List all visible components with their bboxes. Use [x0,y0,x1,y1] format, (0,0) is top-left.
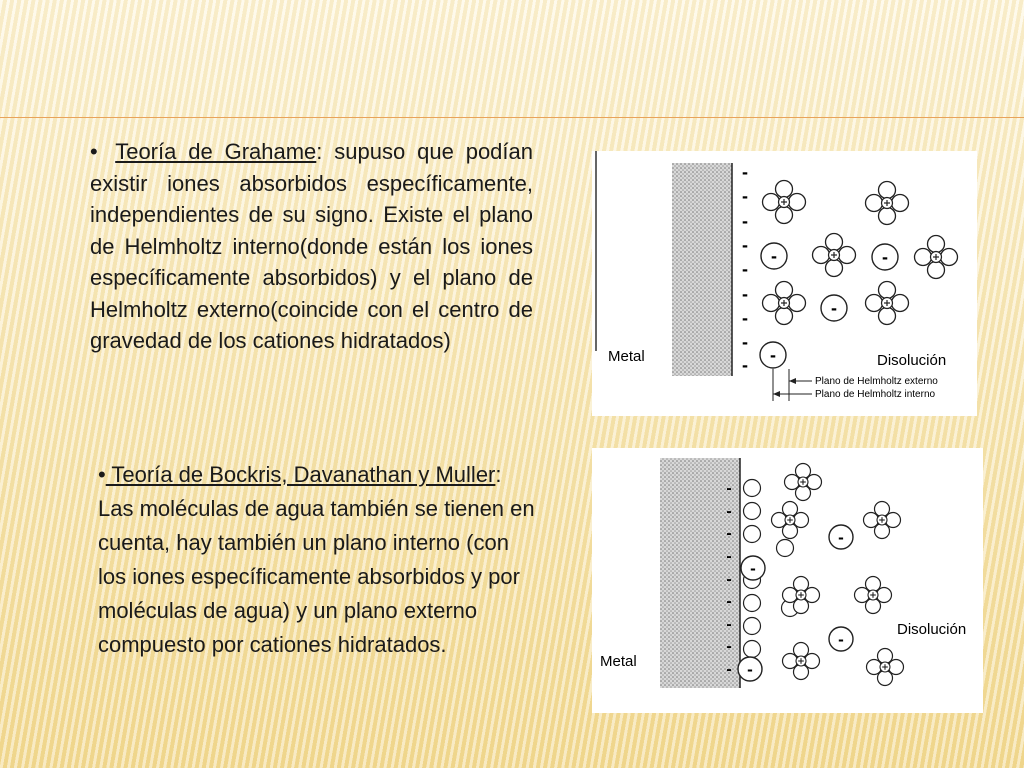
water-molecule [744,503,761,520]
surface-charge: - [726,548,732,565]
anion-sign: - [838,528,844,547]
metal-electrode [672,163,732,376]
metal-label: Metal [600,653,637,670]
surface-charge: - [726,661,732,678]
bockris-diagram [592,448,983,713]
surface-charge: - [726,503,732,520]
anion-sign: - [770,345,776,365]
surface-charges [742,162,748,375]
hydrated-cation [785,464,822,501]
hydrated-cation [813,234,856,277]
surface-charge: - [742,235,748,255]
water-molecule [744,526,761,543]
hydrated-cation [866,282,909,325]
solution-label: Disolución [877,352,947,369]
anion-sign: - [838,630,844,649]
anion-sign: - [771,246,777,266]
surface-charge: - [742,332,748,352]
hydrated-cations [772,464,904,686]
bockris-diagram-svg [592,448,983,713]
helmholtz-plane-markers [773,369,812,401]
hydrated-cation [915,236,958,279]
outer-helmholtz-plane-label: Plano de Helmholtz externo [815,376,938,387]
surface-charge: - [742,162,748,182]
hydrated-cation [772,502,809,539]
water-molecule [744,595,761,612]
surface-charge: - [726,638,732,655]
surface-charge: - [726,571,732,588]
hydrated-cation [866,182,909,225]
anion-sign: - [882,247,888,267]
metal-label: Metal [608,348,645,365]
surface-charge: - [742,186,748,206]
hydrated-cation [763,282,806,325]
water-molecule [744,480,761,497]
grahame-diagram-svg [592,151,977,416]
anion-sign: - [831,298,837,318]
grahame-diagram [592,151,977,416]
water-molecule [777,540,794,557]
surface-charge: - [742,308,748,328]
header-divider [0,117,1024,118]
grahame-text: : supuso que podían existir iones absorbidos específicamente, independientes de su signo. Existe el plano de Helmholtz interno(donde están los iones específicamente absorbidos) y el plano de Helmholtz externo(coincide con el centro de gravedad de los cationes hidratados) [90,139,534,353]
surface-charge: - [742,284,748,304]
bockris-term: Teoría de Bockris, Davanathan y Muller [105,462,496,487]
hydrated-cation [867,649,904,686]
grahame-paragraph [90,136,533,357]
bullet: • [90,139,98,164]
hydrated-cation [783,643,820,680]
bockris-text: : Las moléculas de agua también se tienen en cuenta, hay también un plano interno (con los iones específicamente absorbidos y por moléculas de agua) y un plano externo compuesto por cationes hidratados. [98,462,535,657]
water-molecule [744,641,761,658]
hydrated-cation [864,502,901,539]
hydrated-cations [763,181,958,325]
bullet: • [98,462,106,487]
bockris-paragraph [98,458,538,662]
grahame-term: Teoría de Grahame [115,139,317,164]
surface-charge: - [726,480,732,497]
solution-label: Disolución [897,621,967,638]
surface-charge: - [742,355,748,375]
surface-charge: - [726,616,732,633]
anion-sign: - [750,559,756,578]
water-molecule [744,618,761,635]
inner-helmholtz-plane-label: Plano de Helmholtz interno [815,389,936,400]
hydrated-cation [855,577,892,614]
surface-charge: - [742,259,748,279]
surface-charge: - [726,525,732,542]
surface-charge: - [742,211,748,231]
anion-sign: - [747,660,753,679]
surface-charges [726,480,731,678]
surface-charge: - [726,593,732,610]
hydrated-cation [763,181,806,224]
